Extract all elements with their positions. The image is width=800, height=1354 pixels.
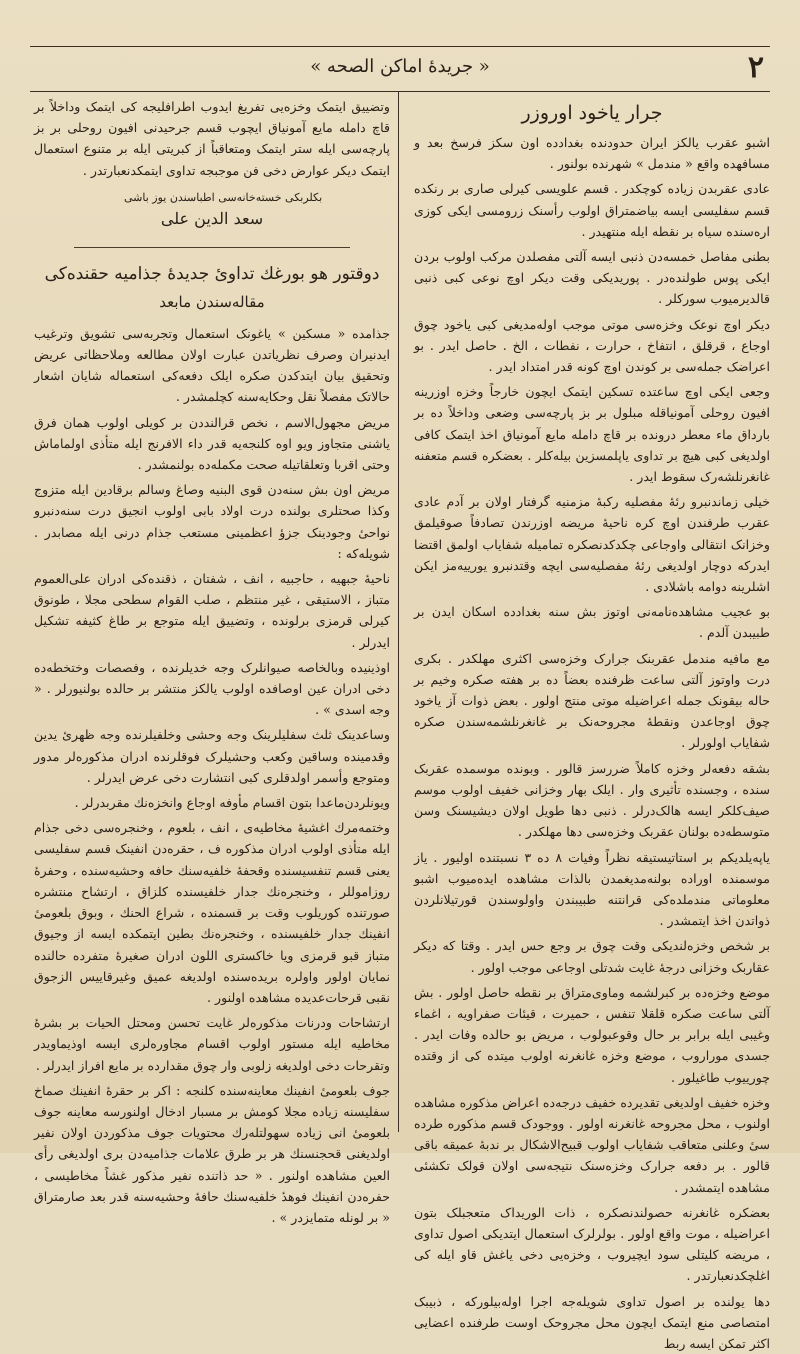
article-title: دوقتور هو بورغك تداوئ جديدهٔ جذاميه حقنده‌كی (44, 263, 380, 284)
paragraph: ارتشاحات ودرنات مذکوره‌لر غایت تحسن ومحتل الحیات بر بشره‌ٔ مخاطیه ایله مستور اولوب اقسام مجاوره‌لری ایسه اوذیماویدر وتقرحات دخی اولدیغه زلوبی وار چوق مقدارده بر مایع افراز ایدرلر . (34, 1015, 390, 1073)
running-title: « جريدهٔ اماكن الصحه » (310, 56, 490, 77)
paragraph: خیلی زماندنبرو رئهٔ مفصلیه رکبهٔ مزمنیه گرفتار اولان بر آدم عادی عقرب طرفندن اوچ کره ناحیهٔ مریضه اوزرندن تصادفاً صوقیلمق وخزانک انتقالی واوجاعی چکدکدنصکره تمامیله شفایاب اولمق اقتضا ایدرکه دوچار اولدیغی رئهٔ مفصلیه‌سی ایچه وقتدنبرو یورییه‌مز ایکن اشلرینه دوامه باشلادی . (414, 494, 770, 595)
paragraph: جذامده « مسکین » یاغونک استعمال وتجربه‌سی تشویق وترغیب ایدنیران وصرف نظریاتدن عبارت اولان مطالعه وملاحظاتی عریض وتحقیق بیان ایتدکدن صکره ایلک دفعه‌کی استعماله شایان اشعار حالاتک مفصلاً نقل وحکایه‌سنه کچلمشدر . (34, 325, 390, 405)
page-header (30, 46, 770, 92)
paragraph: وختمه‌مرك اغشیهٔ مخاطیه‌ی ، انف ، بلعوم ، وخنجره‌سی دخی جذام ایله متأذی اولوب ادران مذکوره ف ، حقره‌دن انفینک قسم سفلیسی یعنی قسم تنفسیسنده وقحفهٔ خلفیه‌سنك حافه وحشیه‌سنده ، وحفرهٔ روزاموللر ، وخنجره‌نك جدار خلفیسنده کلزاق ، ارتشاح منتشره صورتنده کوریلوب وقت بر قسمنده ، شراع الحنك ، وبوق بلعومیٔ انفینك جدار خلفیسنده ، وخنجره‌نك بطین ایتمکده ایسه از وجیوق متباز قبو قرمزی ویا خاکستری اللون ادران صغیرهٔ متفرده حالنده نمایان اولور واولره بریده‌سنده اولدیغه عمیق وغیرقاییس الزجوق نقبی قرحات‌عدیده مشاهده اولنور . (34, 820, 390, 1005)
paragraph: بطنی مفاصل خمسه‌دن ذنبی ایسه آلتی مفصلدن مرکب اولوب بردن ایکی پوس طولنده‌در . پوریدیکی وقت دیکر اوچ نوعی کبی ذنبی قالدیرمیوب سورکلر . (414, 249, 770, 307)
signature-name: سعد الدین علی (160, 208, 264, 228)
paragraph: عادی عقربدن زیاده کوچکدر . قسم علویسی کیرلی صاری بر رنکده قسم سفلیسی ایسه بیاضمتراق اولوب رأسنک زرومسی ایکی کوزی اره‌سنده سیاه بر نقطه ایله منتهیدر . (414, 181, 770, 239)
paragraph: بشقه دفعه‌لر وخزه کاملاً ضررسز قالور . وبونده موسمده عقربک سنده ، وجسنده تأثیری وار . ایلک بهار وخزانی خفیف اولوب موسم صیف‌کلکر ایسه هالک‌درلر . ذنبی دها طویل اولان دیشیسنک وسن متوسطه‌ده بولنان عقربک وخزه‌سی دها مهلکدر . (414, 760, 770, 840)
page-number: ٢ (747, 50, 764, 85)
paragraph: بعضکره غانغرنه حصولندنصکره ، ذات الوریداک متعجبلک بتون اعراضیله ، موت واقع اولور . بولرلرک استعمال ایتدیکی اصول تداوی ، مریضه کلیتلی سود ایچیروب ، وخزه‌یی دخی یاغش قاو ایله کی اغلچکدنعبارتدر . (414, 1204, 770, 1284)
paragraph: بو عجیب مشاهده‌نامه‌نی اوتوز بش سنه بغدادده اسکان ایدن بر طبیبدن آلدم . (414, 604, 770, 641)
section-divider (74, 247, 350, 248)
paragraph: مریض مجهول‌الاسم ، نخص قرالنددن بر کویلی اولوب همان فرق یاشنی متجاوز ویو اوه کلنجه‌یه قدر داء الافرنج ایله متأذی اولماماش وحتی اقربا وتعلقاتیله صحت مکمله‌ده بولنمشدر . (34, 414, 390, 473)
paragraph: مع مافیه مندمل عقربنک جرارک وخزه‌سی اکثری مهلکدر . بکری درت واوتوز آلتی ساعت ظرفنده بعضاً ده بر هفته صکره وخیم بر حاله بیقونک جمله اعراضیله موتی منتج اولور . بعض ذوات آز یاخود چوق اوجاعدن ونقطهٔ مجروحه‌نک بر غانغرنلشمه‌سندن صکره شفایاب اولورلر . (414, 650, 770, 751)
paragraph: موضع وخزه‌ده بر کبرلشمه وماوی‌متراق بر نقطه حاصل اولور . بش آلتی ساعت صکره قلقلا تنفس ، حمیرت ، قیئات صفراویه ، اغماء وغیبی ایله برابر بر حال وقوعبولوب ، مریض بو حالده وفات ایدر . جسدی موراروب ، موضع وخزه غانغرنه اولوب میتده‌ کی از وقتده چورییوب طاغیلور . (414, 984, 770, 1085)
paragraph: دیکر اوچ نوعک وخزه‌سی موتی موجب اوله‌مدیغی کبی یاخود چوق اوجاع ، قرقلق ، انتفاخ ، حرارت ، نفطات ، الخ . حاصل ایدر . بو اعراضک جمله‌سی بر کوندن اوچ کونه قدر امتداد ایدر . (414, 316, 770, 375)
paragraph: جوف بلعومیٔ انفینك معاینه‌سنده کلنجه : اکر بر حقرهٔ انفینك صماخ سفلیسنه زیاده مجلا کومش بر مسبار ادخال اولنورسه معاینه جوف بلعومیٔ انی زیاده سهولتله‌رك محتویات جوف مذکوردن اولان نفیر اولدیغنی قحجنسنك هر بر طرق علامات جذامیه‌دن بری اولدیغی رأی العین مشاهده اولنور . « حد ذاتنده نفیر مذکور غشاً مخاطیسی ، حفره‌دن انفینك فوهدٔ خلفیه‌سنك حافهٔ وحشیه‌سنه قدر بعد صارمتراق « بر لونله متمایزدر » . (34, 1082, 390, 1225)
paragraph: اشبو عقرب یالکز ایران حدودنده بغدادده اون سکز فرسخ بعد و مسافهده واقع « مندمل » شهرنده بولنور . (414, 135, 770, 172)
paragraph: وساعدینک ثلث سفلیلرینک وجه وحشی وخلفیلرنده وجه ظهریٔ یدین وقدمینده وساقین وکعب وحشیلرک فوقلرنده ادران مذکوره‌لر مدور ومتوجع وأسمر اولدقلری کبی انتشارت دخی عرض ایدرلر . (34, 727, 390, 785)
paragraph: وخزه خفیف اولدیغی تقدیرده خفیف درجه‌ده اعراض مذکوره مشاهده اولنوب ، محل مجروحه غانغرنه اولور . ووجودک قسم مذکوره طرده سیٔ وعلنی متعاقب شفایاب اولوب قبیح‌الاشکال بر ندبهٔ عمیقه باقی قالور . بر دفعه جرارک وخزه‌سنک نتیجه‌سی اولان قولک تکشئی مشاهده ایتمشدر . (413, 1094, 770, 1195)
signature-title: بکلربکی خسته‌خانه‌سی اطبا‌سندن یوز باشی (124, 190, 323, 204)
paragraph: یاپه‌یلدیکم بر استاتیستیقه نظراً وفیات ۸ ده ۳ نسبتنده اولیور . یاز موسمنده اوراده بولنه‌مدیغمدن بالذات مشاهده ایده‌میوب اشبو معلوماتی مندملده‌کی قرانتنه طبیبندن واولوسندن قورتیلانلردن ذواتدن اخذ ایتمشدر . (414, 849, 770, 929)
left-column (34, 96, 390, 1225)
paragraph: ناحیهٔ جبهیه ، حاجبیه ، انف ، شفتان ، ذقنده‌کی ادران علی‌العموم متباز ، الاستیقی ، غیر منتظم ، صلب القوام سطحی مجلا ، طونوق کیرلی قرمزی برلونده ، وتضییق ایله متوجع بر طاغ کثیفه تشکیل ایدرلر . (34, 571, 390, 650)
paragraph: وجعی ایکی اوچ ساعتده تسکین ایتمک ایچون خارجاً وخزه اوزرینه افیون روحلی آمونیاقله مبلول بر بز پارچه‌سی وضعی وداخلاً ده بر بارداق ماء معطر درونده بر قاچ دامله مایع آمونیاق اخذ ایتمک کافی اولدیغی کبی هیچ بر تداوی یاپلمسزین بیله‌کلر . بعضکره قسم متعفنه غانغرنلشه‌رک سقوط ایدر . (414, 384, 770, 485)
paragraph: ویونلردن‌ماعدا بتون اقسام مأوفه اوجاع وانخزه‌نك مقربدرلر . (74, 795, 390, 811)
column-divider (398, 92, 399, 1132)
article-heading: جرار ياخود اوروزر (521, 102, 663, 124)
paragraph: وتضییق ایتمک وخزه‌یی تفریغ ایدوب اطرافلیجه کی ایتمک وداخلاً بر قاچ دامله مایع آمونیاق ایچوب قسم جرحیدنی افیون روحلی بر بز پارچه‌سی ایله ستر ایتمک ومتعاقباً از کبریتی ایله بر متنوع استعمال ایتمک دیکر عوارض دخی فن موجبجه تداوی ایتمکدنعبارتدر . (34, 99, 390, 178)
right-column (413, 96, 770, 1351)
paragraph: اوذینیده وبالخاصه صیوانلرک وجه خدیلرنده ، وفصصات وختخطه‌ده دخی ادران عین اوصافده اولوب یالکز منتشر بر حالده بولنیورلر . « وجه اسدی » . (34, 659, 390, 718)
article-subtitle: مقاله‌سندن مابعد (159, 292, 265, 311)
paragraph: دها یولنده بر اصول تداوی شویله‌جه اجرا اوله‌بیلورکه ، ذبیبک امتصاصی منع ایتمک ایچون محل مجروحک اوست طرفنده اعضایی اکثر تمکن ایسه ربط (414, 1293, 770, 1351)
paragraph: مریض اون بش سنه‌دن قوی البنیه وصاغ وسالم برقادین ایله متزوج وکذا صحتلری بولنده درت اولاد بابی اولوب انجیق درت سنه‌دنبرو نواحیٔ وجودینک جزؤ اعظمینی مستعب جذام درنی ایله مصابدر . شویله‌که : (34, 482, 390, 561)
paragraph: بر شخص وخزه‌لندیکی وقت چوق بر وجع حس ایدر . وقتا که دیکر عقاربک وخزانی درجهٔ غایت شدتلی اوجاعی موجب اولور . (414, 938, 770, 975)
